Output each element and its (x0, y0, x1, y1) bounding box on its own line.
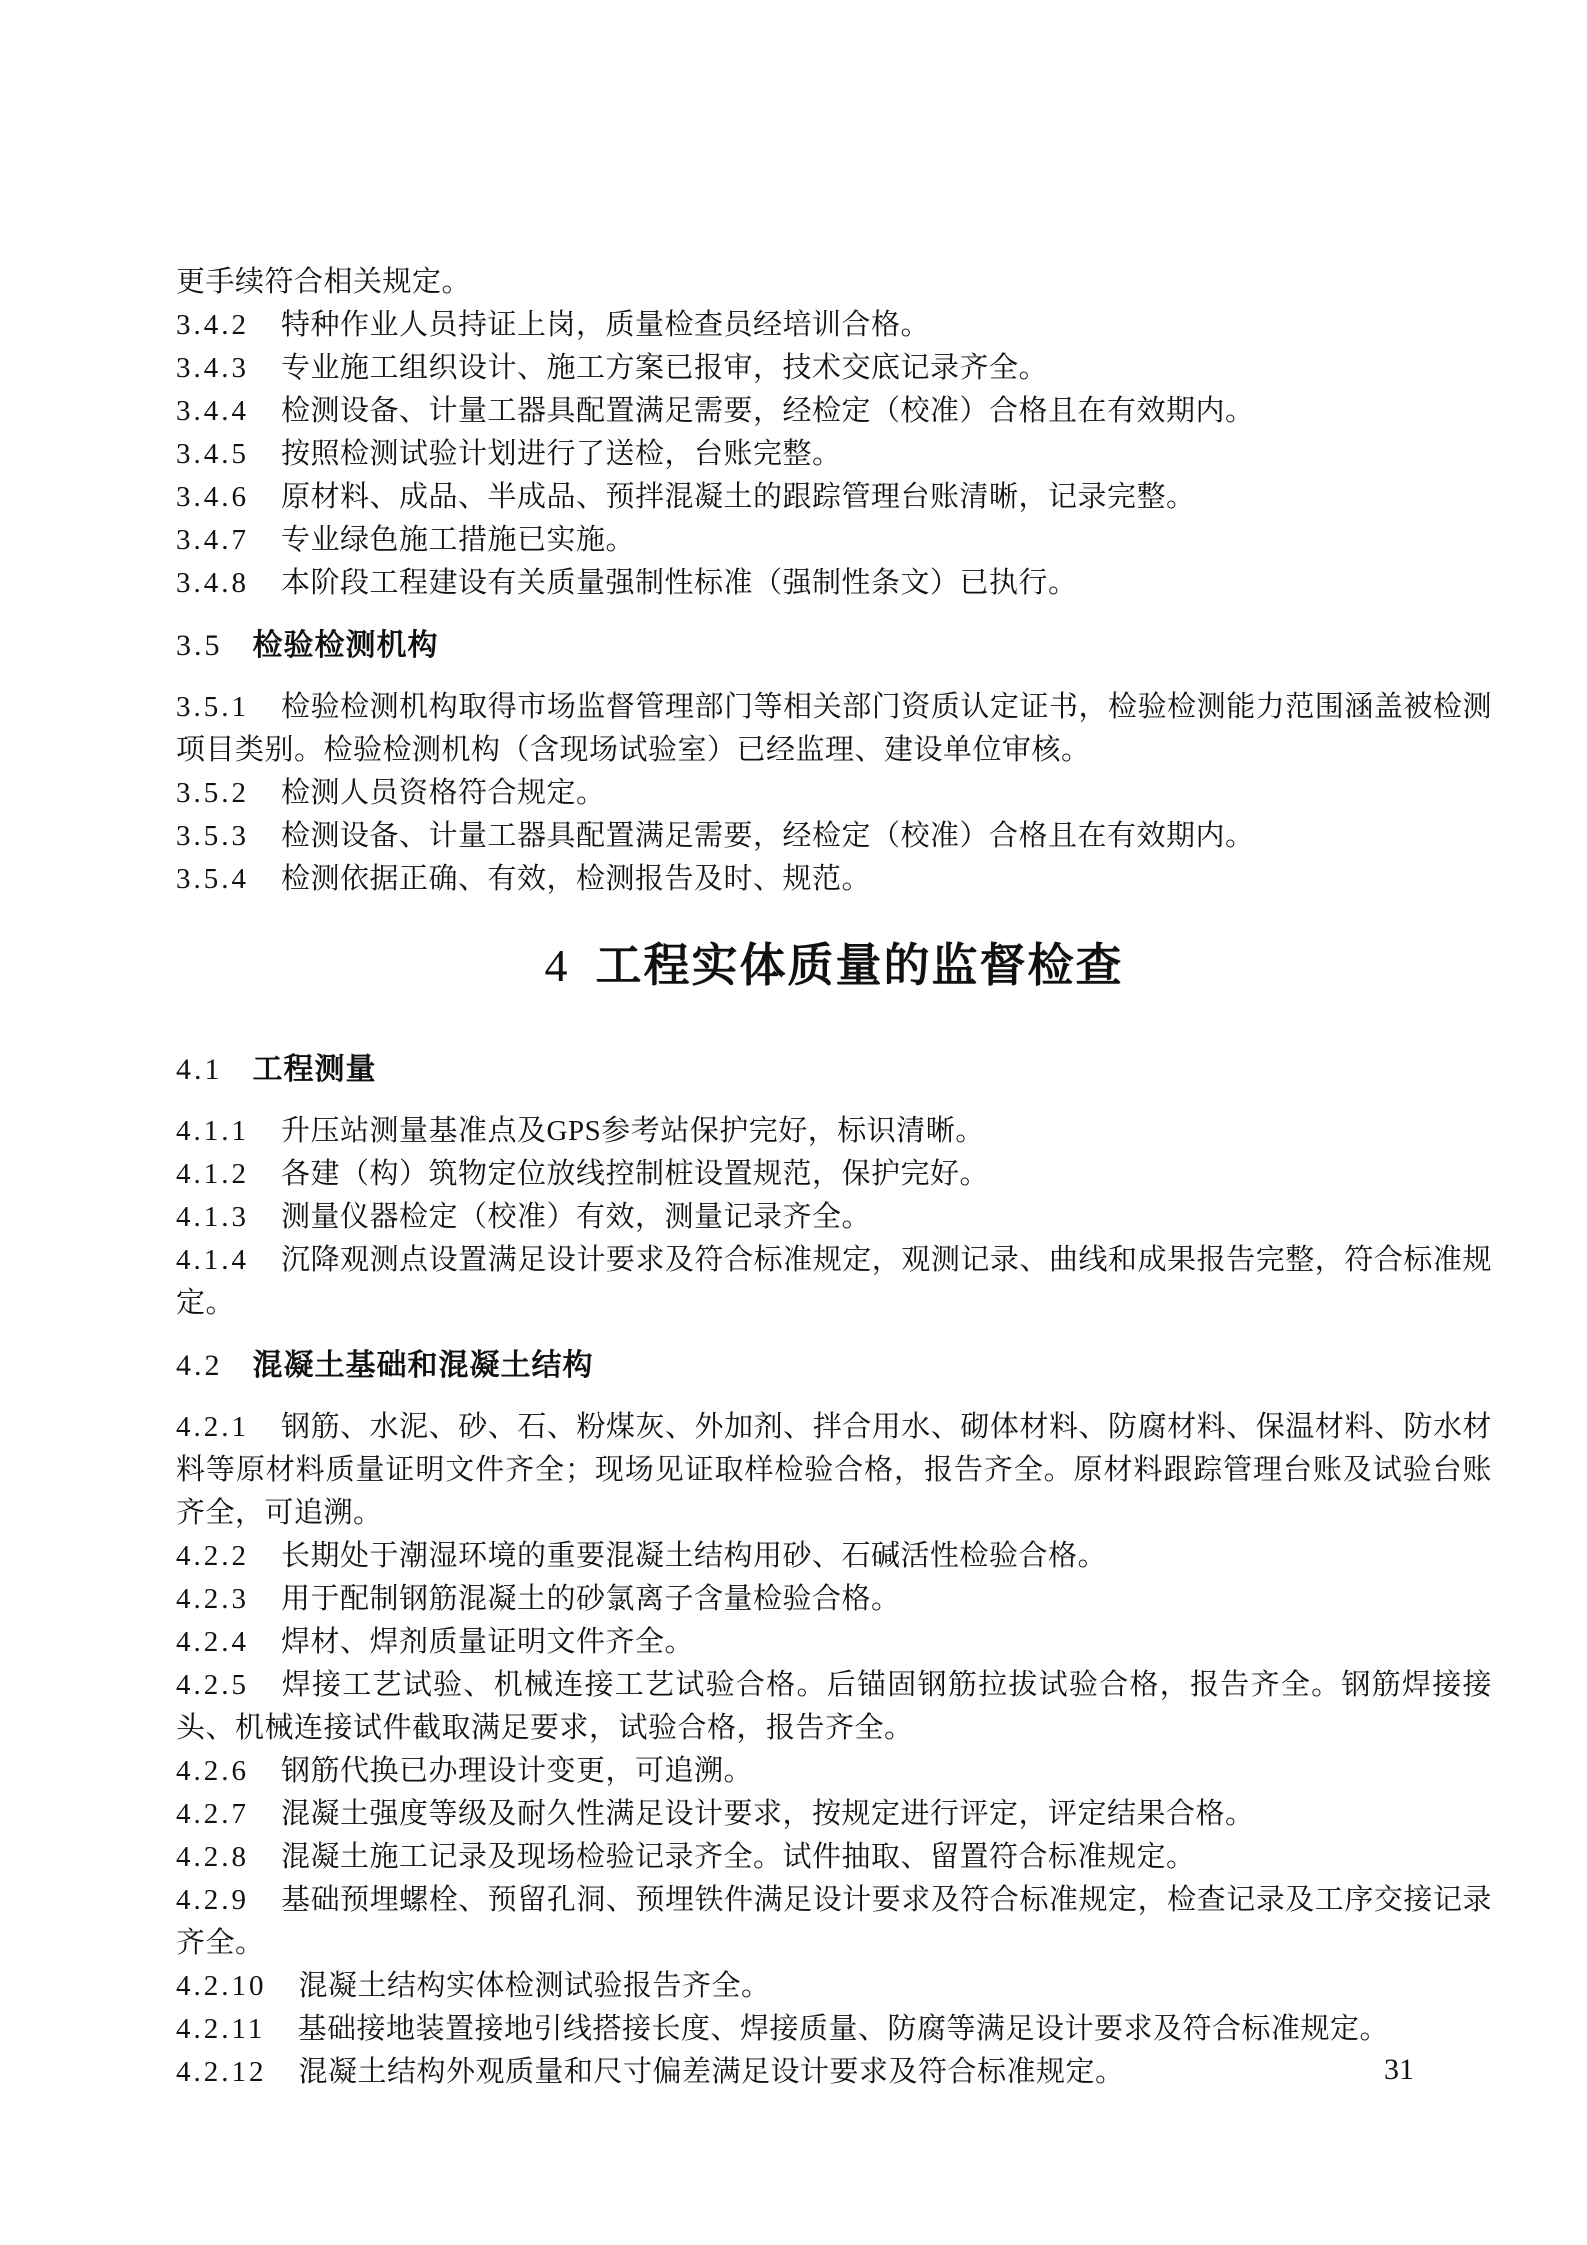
clause-text: 专业绿色施工措施已实施。 (281, 524, 636, 556)
clause-number: 4.2.6 (176, 1755, 249, 1787)
clause-3-5-2 (176, 772, 1492, 815)
clause-text: 混凝土强度等级及耐久性满足设计要求，按规定进行评定，评定结果合格。 (281, 1798, 1255, 1830)
clause-4-2-11 (176, 2008, 1492, 2051)
clause-text: 本阶段工程建设有关质量强制性标准（强制性条文）已执行。 (281, 567, 1078, 599)
clause-4-2-2 (176, 1535, 1492, 1578)
section-number: 4.2 (176, 1349, 223, 1382)
section-heading-3-5 (176, 624, 1492, 667)
clause-number: 4.1.1 (176, 1115, 249, 1147)
clause-text: 基础预埋螺栓、预留孔洞、预埋铁件满足设计要求及符合标准规定，检查记录及工序交接记录齐全。 (176, 1884, 1492, 1959)
clause-text: 焊材、焊剂质量证明文件齐全。 (281, 1626, 695, 1658)
chapter-heading-4 (176, 933, 1492, 998)
clause-text: 更手续符合相关规定。 (176, 266, 472, 298)
clause-number: 3.5.4 (176, 863, 249, 895)
section-heading-4-1 (176, 1048, 1492, 1091)
clause-number: 4.1.3 (176, 1201, 249, 1233)
clause-3-4-3 (176, 347, 1492, 390)
clause-text: 原材料、成品、半成品、预拌混凝土的跟踪管理台账清晰，记录完整。 (281, 481, 1196, 513)
clause-text: 混凝土结构实体检测试验报告齐全。 (298, 1970, 771, 2002)
clause-text: 按照检测试验计划进行了送检，台账完整。 (281, 438, 842, 470)
clause-3-4-4 (176, 390, 1492, 433)
clause-number: 3.4.5 (176, 438, 249, 470)
clause-4-2-7 (176, 1793, 1492, 1836)
clause-text: 专业施工组织设计、施工方案已报审，技术交底记录齐全。 (281, 352, 1049, 384)
clause-4-2-4 (176, 1621, 1492, 1664)
document-content (176, 261, 1492, 2094)
clause-text: 检测设备、计量工器具配置满足需要，经检定（校准）合格且在有效期内。 (281, 820, 1255, 852)
clause-3-4-7 (176, 519, 1492, 562)
clause-text: 钢筋、水泥、砂、石、粉煤灰、外加剂、拌合用水、砌体材料、防腐材料、保温材料、防水材料等原材料质量证明文件齐全；现场见证取样检验合格，报告齐全。原材料跟踪管理台账及试验台账齐全，可追溯。 (176, 1411, 1492, 1529)
clause-number: 4.2.3 (176, 1583, 249, 1615)
clause-number: 4.1.2 (176, 1158, 249, 1190)
clause-text: 检验检测机构取得市场监督管理部门等相关部门资质认定证书，检验检测能力范围涵盖被检测项目类别。检验检测机构（含现场试验室）已经监理、建设单位审核。 (176, 691, 1492, 766)
clause-number: 4.2.12 (176, 2056, 267, 2088)
clause-3-5-1 (176, 686, 1492, 772)
clause-text: 特种作业人员持证上岗，质量检查员经培训合格。 (281, 309, 931, 341)
clause-4-2-12 (176, 2051, 1492, 2094)
chapter-number: 4 (544, 940, 568, 991)
clause-text: 焊接工艺试验、机械连接工艺试验合格。后锚固钢筋拉拔试验合格，报告齐全。钢筋焊接接头、机械连接试件截取满足要求，试验合格，报告齐全。 (176, 1669, 1492, 1744)
clause-4-1-2 (176, 1153, 1492, 1196)
clause-text: 测量仪器检定（校准）有效，测量记录齐全。 (281, 1201, 872, 1233)
clause-4-2-5 (176, 1664, 1492, 1750)
clause-number: 3.4.7 (176, 524, 249, 556)
clause-text: 升压站测量基准点及GPS参考站保护完好，标识清晰。 (281, 1115, 985, 1147)
section-heading-4-2 (176, 1344, 1492, 1387)
clause-number: 3.4.2 (176, 309, 249, 341)
clause-number: 4.2.7 (176, 1798, 249, 1830)
clause-number: 3.4.6 (176, 481, 249, 513)
clause-text: 基础接地装置接地引线搭接长度、焊接质量、防腐等满足设计要求及符合标准规定。 (297, 2013, 1389, 2045)
clause-3-5-4 (176, 858, 1492, 901)
clause-number: 4.2.4 (176, 1626, 249, 1658)
clause-number: 4.2.2 (176, 1540, 249, 1572)
clause-number: 4.2.9 (176, 1884, 249, 1916)
clause-number: 3.4.8 (176, 567, 249, 599)
clause-3-4-5 (176, 433, 1492, 476)
clause-4-2-3 (176, 1578, 1492, 1621)
clause-number: 4.1.4 (176, 1244, 249, 1276)
clause-text: 检测人员资格符合规定。 (281, 777, 606, 809)
clause-4-1-1 (176, 1110, 1492, 1153)
section-title: 混凝土基础和混凝土结构 (252, 1349, 594, 1382)
clause-number: 3.5.3 (176, 820, 249, 852)
section-title: 检验检测机构 (252, 629, 439, 662)
clause-3-4-2 (176, 304, 1492, 347)
clause-4-2-10 (176, 1965, 1492, 2008)
page-number: 31 (1384, 2053, 1414, 2086)
clause-4-2-8 (176, 1836, 1492, 1879)
clause-number: 3.4.3 (176, 352, 249, 384)
clause-3-5-3 (176, 815, 1492, 858)
clause-text: 沉降观测点设置满足设计要求及符合标准规定，观测记录、曲线和成果报告完整，符合标准规定。 (176, 1244, 1492, 1319)
clause-4-2-9 (176, 1879, 1492, 1965)
clause-text: 钢筋代换已办理设计变更，可追溯。 (281, 1755, 754, 1787)
clause-text: 检测设备、计量工器具配置满足需要，经检定（校准）合格且在有效期内。 (281, 395, 1255, 427)
clause-number: 4.2.5 (176, 1669, 249, 1701)
clause-number: 3.5.1 (176, 691, 249, 723)
clause-text: 混凝土施工记录及现场检验记录齐全。试件抽取、留置符合标准规定。 (281, 1841, 1196, 1873)
section-number: 4.1 (176, 1053, 223, 1086)
clause-4-1-3 (176, 1196, 1492, 1239)
clause-4-1-4 (176, 1239, 1492, 1325)
clause-text: 用于配制钢筋混凝土的砂氯离子含量检验合格。 (281, 1583, 901, 1615)
clause-number: 3.5.2 (176, 777, 249, 809)
clause-4-2-6 (176, 1750, 1492, 1793)
clause-number: 4.2.8 (176, 1841, 249, 1873)
chapter-title: 工程实体质量的监督检查 (595, 939, 1124, 991)
clause-3-4-6 (176, 476, 1492, 519)
clause-number: 4.2.11 (176, 2013, 266, 2045)
clause-text: 长期处于潮湿环境的重要混凝土结构用砂、石碱活性检验合格。 (281, 1540, 1108, 1572)
clause-4-2-1 (176, 1406, 1492, 1535)
section-title: 工程测量 (252, 1053, 377, 1086)
clause-3-4-8 (176, 562, 1492, 605)
clause-text: 检测依据正确、有效，检测报告及时、规范。 (281, 863, 872, 895)
clause-number: 4.2.10 (176, 1970, 267, 2002)
clause-text: 混凝土结构外观质量和尺寸偏差满足设计要求及符合标准规定。 (298, 2056, 1125, 2088)
section-number: 3.5 (176, 629, 223, 662)
paragraph-continuation (176, 261, 1492, 304)
clause-text: 各建（构）筑物定位放线控制桩设置规范，保护完好。 (281, 1158, 990, 1190)
clause-number: 3.4.4 (176, 395, 249, 427)
clause-number: 4.2.1 (176, 1411, 249, 1443)
